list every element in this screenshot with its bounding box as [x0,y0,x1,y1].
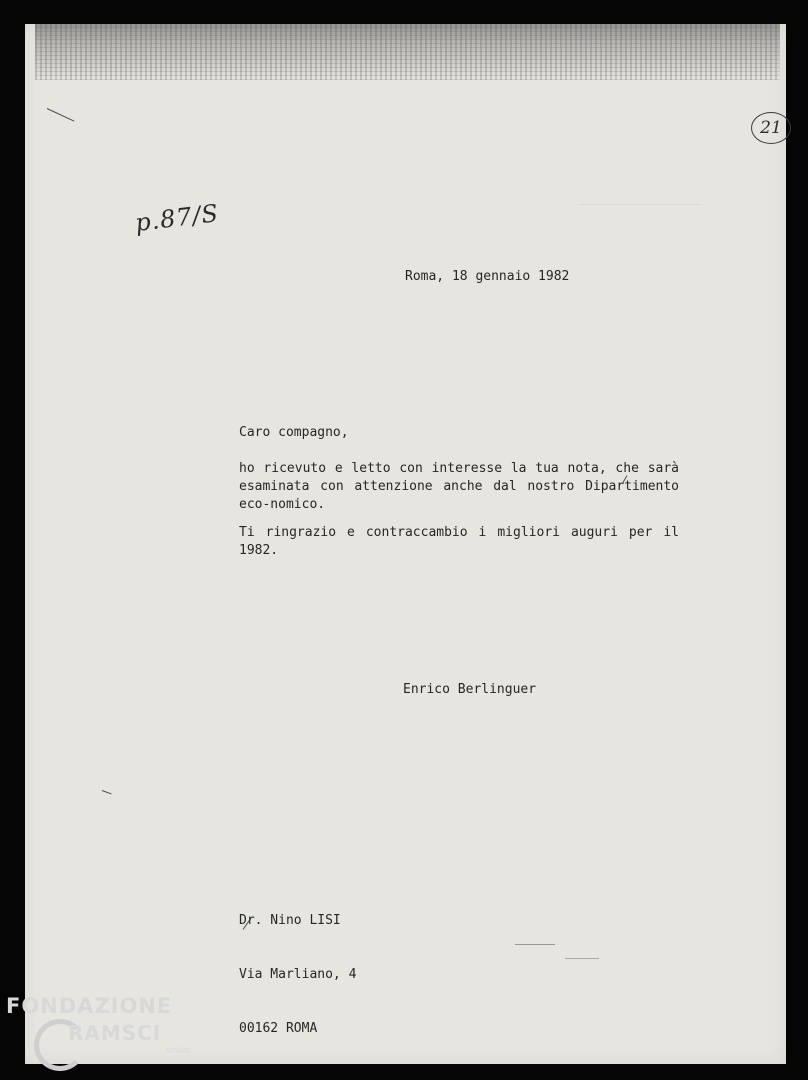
fondazione-gramsci-watermark [6,994,216,1074]
letter-date: Roma, 18 gennaio 1982 [405,269,570,284]
recipient-name: Dr. Nino LISI [239,913,341,928]
pen-mark [102,790,112,794]
recipient-address [239,876,356,1074]
letter-salutation: Caro compagno, [239,425,349,440]
watermark-suffix: onlus [166,1046,191,1056]
letter-paragraph: ho ricevuto e letto con interesse la tua nota, che sarà esaminata con attenzione anche dal nostro Dipartimento eco-nomico. [239,461,679,512]
pen-mark [47,108,75,122]
watermark-line1: FONDAZIONE [6,994,173,1018]
recipient-city: 00162 ROMA [239,1021,318,1036]
letter-signature: Enrico Berlinguer [403,682,537,697]
pen-mark [565,958,599,959]
page-number-circled: 21 [751,112,791,144]
watermark-line2: RAMSCI [68,1021,162,1045]
faint-stamp [580,204,700,223]
pen-mark [515,944,555,945]
recipient-street: Via Marliano, 4 [239,967,357,982]
letter-paragraph: Ti ringrazio e contraccambio i migliori auguri per il 1982. [239,525,679,558]
scan-shadow [35,24,780,80]
archive-reference-handwritten: p.87/S [133,198,221,238]
document-page [25,24,786,1064]
letter-body [239,460,679,570]
